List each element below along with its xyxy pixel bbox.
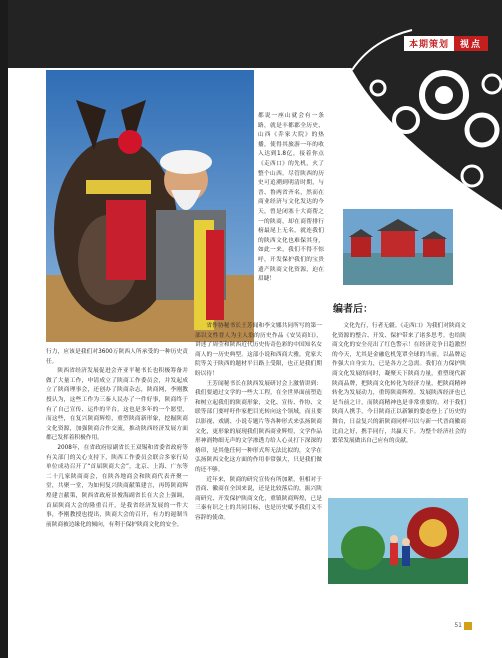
page-marker	[464, 622, 472, 630]
left-paragraph: 行力，应该是我们对3600万陕西人所承受的一种历史责任。	[46, 349, 188, 365]
left-paragraph: 陕西省经济发展促进会齐亚平秘书长也积极筹备并做了大量工作，申请成立了陕商工作委员会，并发起成立了陕商理事会，还创办了陕商杂志，陕商网，李刚教授认为，这些工作为三秦人民办了一件好事，陕商终于有了自己宣传、运作的平台，这也是多年的一个愿望，而这些，在复兴陕商辉煌，重塑陕商新形象，挖掘陕商文化资源，加强陕商合作交流，推动陕西经济发展方面都已发挥着积极作用。	[46, 368, 188, 442]
middle-paragraph: 王芳闻秘书长在陕西发展研讨会上激情讲到：我们要通过文学的一些大工程，在全世界面前塑造和树立起我们的陕商形象，文化、宣传、作协、文联等部门要呼吁作家把目光转向这个领域，而且要以影视、戏剧、小说专题片等各种形式来弘扬陕商文化，更形象的展现我们陕西商业辉煌，文学作品形神润物细无声的文学渗透力给人心灵打下深深的烙印，是其他任何一种形式所无法比拟的，文学在弘扬陕西文化这方面的作用非常强大，只是我们做的还不够。	[195, 380, 322, 473]
donkey-photo	[46, 70, 254, 342]
column-header	[404, 36, 488, 50]
editor-title: 编者后：	[333, 304, 373, 315]
intro-text: 都说一座山就会有一条路，就是丰都郡全历史、山西《乔家大院》的热播，使得其旅游一年的收入达到1.8亿，接着你点《走西口》的先机，火了整个山西。尽管陕西的历史可追溯到明清时期，与晋、鲁两省齐名，然而在商业经济与文化发达的今天，曾是闭塞十大商帮之一的陕商，却在商帮排行榜最尾上无名，就连我们的陕西文化也难保其身，如此一来，我们不得不惊呼，开发保护我们的宝贵遗产陕商文化资源，迫在眉睫！	[258, 113, 324, 283]
section-name: 视点	[454, 36, 488, 51]
building-photo	[343, 209, 453, 285]
middle-paragraph: 省作协秘书长王芳闻和李文娜共同所写的第一部以文性晋人为主人翁的历史作品《安吴商妇》，讲述了周莹和陕西近代历史传奇色彩的中国知名女商人的一历史典型。这部小说和西商大雅，党家大院等关于陕西的题材平日路上受限，也正是我们期盼以待！	[195, 323, 322, 377]
left-paragraph: 2008年，在省政府原副省长王双锡和省委省政府等有关部门的关心支持下，陕西工作委员会联合多家行局单位成功召开了“首届陕商大会”，北京、上海、广东等二十几家陕商商会，在陕各地商会和陕商代表齐聚一堂，共聚一堂，为如何复兴陕商献策建言，再铸陕商辉煌建言献策，陕西省政府景俊海副省长在大会上强调，首届陕商大会的隆重召开，是我省经济发展的一件大事，李刚教授也提出，陕商大会的召开，有力的遏制当前陕商被边缘化的倾向，有利于保护陕商文化的安全。	[46, 444, 188, 528]
middle-column-text	[195, 322, 322, 523]
column-name: 本期策划	[404, 36, 454, 51]
editor-paragraph: 文化先行，行者无疆。《走西口》为我们对陕商文化资源的整合、开发、保护带来了诸多思考。也给陕商文化的安全亮出了红色警示！在经济竞争日趋激烈的今天，尤其是金融危机笼罩全球的当前，以品牌运作强大自身实力，已是各方之急需。我们在力保护陕商文化发展的同时，凝聚天下陕商力量，重塑现代新陕商品牌，把陕商文化转化为经济力量，把陕商精神转化为发展动力，重铸陕商辉煌。发展陕西经济也已是当前之计，而陕商精神也是非常重要的。对于我们陕商人携手，今日陕商正以新颖的姿态登上了历史的舞台，日益复兴的新陕商同样可以与新一代晋商徽商比肩之好，携手同行，共赢天下。为整个经济社会的繁荣发展做出自己应有的贡献。	[332, 323, 466, 445]
page-edge	[0, 0, 8, 658]
middle-paragraph: 近年来，陕商的研究宣传有所加紧，但相对于晋商、徽商在全国来说，还是比较落后的，振兴陕商研究、开发保护陕商文化，重镇陕商辉煌，已是三秦有识之士的共同目标，也是历史赋予我们义不容辞的使命。	[195, 476, 322, 521]
folk-art-image	[328, 498, 468, 584]
editor-text	[332, 322, 466, 447]
page-number: 51	[454, 622, 462, 629]
left-column-text	[46, 348, 188, 530]
swirl-decoration	[332, 0, 502, 210]
